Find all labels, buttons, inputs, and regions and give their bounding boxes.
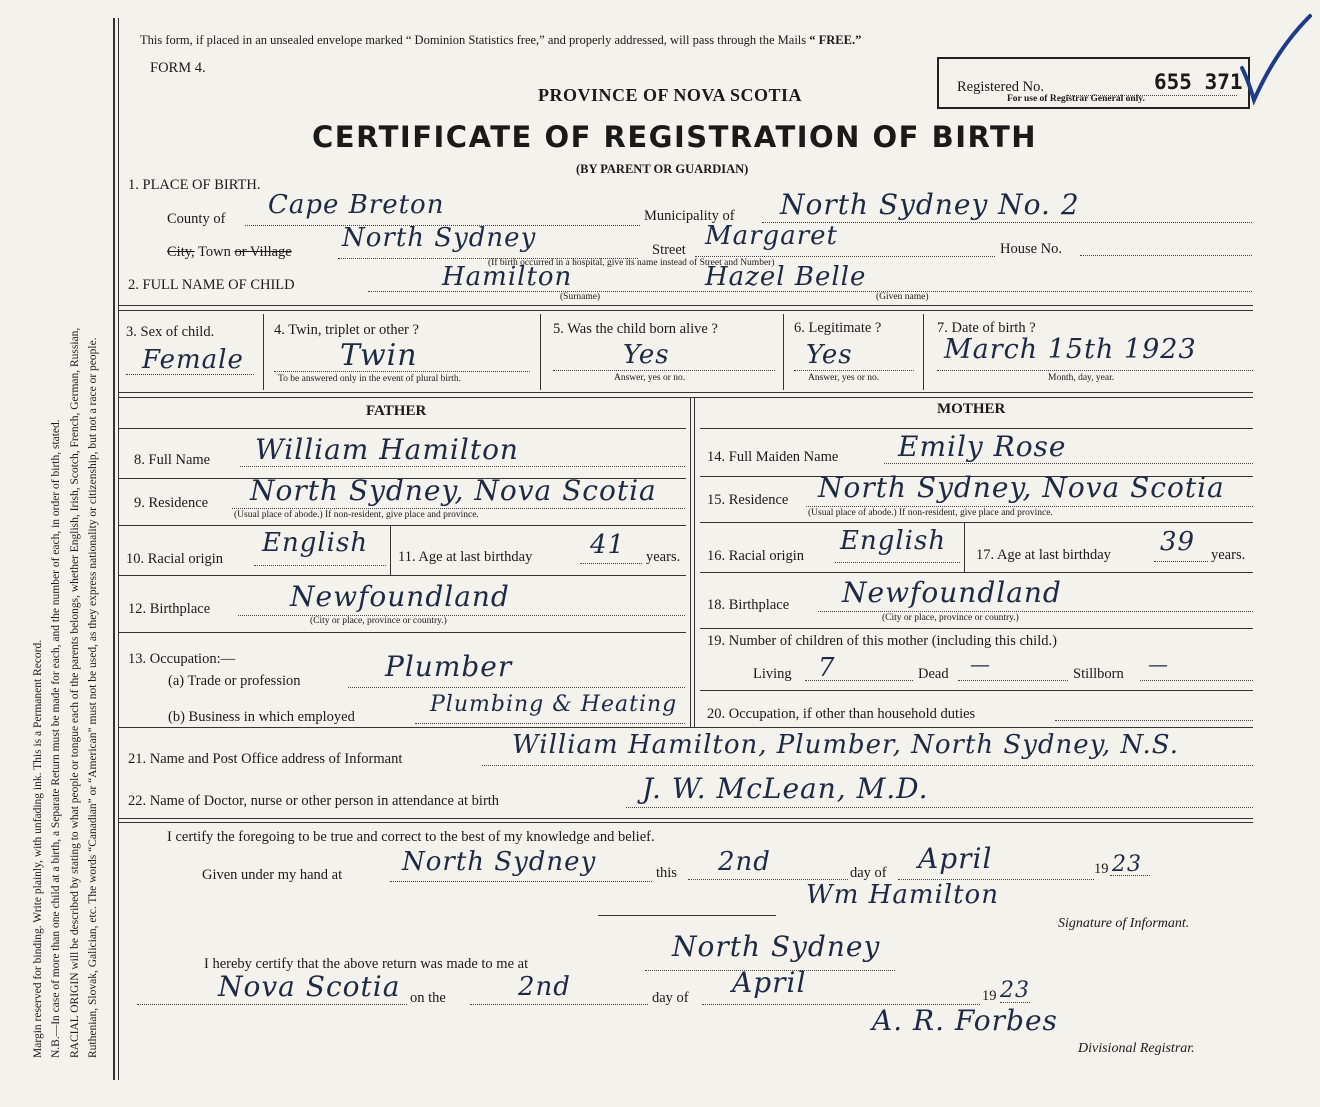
county-value: Cape Breton bbox=[268, 190, 445, 220]
registrar-year-value: 23 bbox=[1000, 978, 1030, 1003]
postal-free: “ FREE.” bbox=[809, 33, 862, 47]
given-day-value: 2nd bbox=[718, 847, 771, 877]
section-rule bbox=[118, 305, 1253, 306]
mother-age-label: 17. Age at last birthday bbox=[976, 547, 1111, 563]
living-value: 7 bbox=[818, 653, 836, 683]
child-surname-value: Hamilton bbox=[442, 262, 573, 292]
registrar-place-value: North Sydney bbox=[672, 930, 881, 963]
father-name-label: 8. Full Name bbox=[134, 452, 211, 468]
informant-value: William Hamilton, Plumber, North Sydney, N.S. bbox=[512, 730, 1179, 760]
registrar-province-value: Nova Scotia bbox=[218, 970, 401, 1003]
mother-residence-label: 15. Residence bbox=[707, 492, 789, 508]
registered-value: 655 371 bbox=[1154, 70, 1243, 94]
town-value: North Sydney bbox=[342, 223, 537, 253]
informant-signature-caption: Signature of Informant. bbox=[1058, 916, 1190, 931]
stillborn-label: Stillborn bbox=[1073, 666, 1124, 682]
mother-age-unit: years. bbox=[1211, 547, 1246, 563]
informant-label: 21. Name and Post Office address of Informant bbox=[128, 751, 403, 767]
margin-note-racial-origin-1: RACIAL ORIGIN will be described by stating to what people or tongue each of the parents belongs, whether English, Irish, Scotch, French, German, Russian, bbox=[69, 327, 81, 1058]
given-month-value: April bbox=[918, 842, 993, 875]
given-name-caption: (Given name) bbox=[876, 292, 929, 302]
mother-name-label: 14. Full Maiden Name bbox=[707, 449, 839, 465]
house-number-label: House No. bbox=[1000, 241, 1063, 257]
mother-residence-caption: (Usual place of abode.) If non-resident, give place and province. bbox=[808, 508, 1053, 518]
doctor-label: 22. Name of Doctor, nurse or other person in attendance at birth bbox=[128, 793, 500, 809]
county-label: County of bbox=[167, 211, 226, 227]
margin-note-multiple-births: N.B.—In case of more than one child at a birth, a Separate Return must be made for each, and the number of each, in order of birth, stated. bbox=[50, 419, 62, 1058]
legitimate-label: 6. Legitimate ? bbox=[794, 320, 882, 336]
date-of-birth-label: 7. Date of birth ? bbox=[937, 320, 1036, 336]
mother-birthplace-label: 18. Birthplace bbox=[707, 597, 790, 613]
mother-age-value: 39 bbox=[1160, 527, 1196, 557]
surname-caption: (Surname) bbox=[560, 292, 601, 302]
twin-value: Twin bbox=[340, 338, 418, 373]
margin-note-binding: Margin reserved for binding. Write plainly, with unfading ink. This is a Permanent Record. bbox=[32, 639, 44, 1058]
father-residence-caption: (Usual place of abode.) If non-resident, give place and province. bbox=[234, 510, 479, 520]
father-occupation-label: 13. Occupation:— bbox=[128, 651, 236, 667]
dead-label: Dead bbox=[918, 666, 949, 682]
father-residence-value: North Sydney, Nova Scotia bbox=[250, 474, 657, 507]
parents-column-divider bbox=[690, 397, 691, 727]
born-alive-caption: Answer, yes or no. bbox=[614, 373, 686, 383]
certificate-subtitle: (BY PARENT OR GUARDIAN) bbox=[576, 162, 749, 176]
mother-name-value: Emily Rose bbox=[898, 430, 1067, 463]
stillborn-value: — bbox=[1148, 652, 1169, 676]
registrar-day-of-label: day of bbox=[652, 990, 689, 1006]
twin-caption: To be answered only in the event of plural birth. bbox=[278, 374, 461, 384]
dead-value: — bbox=[970, 652, 991, 676]
hospital-note: (If birth occurred in a hospital, give its name instead of Street and Number) bbox=[488, 258, 775, 268]
binding-margin-line-inner bbox=[118, 18, 119, 1080]
mother-children-label: 19. Number of children of this mother (including this child.) bbox=[707, 633, 1057, 649]
sex-label: 3. Sex of child. bbox=[126, 324, 215, 340]
municipality-label: Municipality of bbox=[644, 208, 735, 224]
doctor-value: J. W. McLean, M.D. bbox=[642, 772, 929, 805]
father-business-label: (b) Business in which employed bbox=[168, 709, 355, 725]
living-label: Living bbox=[753, 666, 792, 682]
street-value: Margaret bbox=[705, 221, 838, 251]
registrar-month-value: April bbox=[732, 966, 807, 999]
twin-label: 4. Twin, triplet or other ? bbox=[274, 322, 419, 338]
father-trade-value: Plumber bbox=[385, 650, 513, 683]
informant-signature: Wm Hamilton bbox=[806, 880, 999, 910]
father-age-unit: years. bbox=[646, 549, 681, 565]
mother-racial-origin-label: 16. Racial origin bbox=[707, 548, 805, 564]
given-year-value: 23 bbox=[1112, 852, 1142, 877]
mother-birthplace-value: Newfoundland bbox=[842, 576, 1062, 609]
registrar-signature: A. R. Forbes bbox=[872, 1004, 1058, 1037]
form-number: FORM 4. bbox=[150, 60, 206, 76]
registered-note: For use of Registrar General only. bbox=[1007, 94, 1145, 104]
registrar-on-the-label: on the bbox=[410, 990, 446, 1006]
father-age-value: 41 bbox=[590, 530, 626, 560]
mother-racial-origin-value: English bbox=[840, 526, 947, 556]
margin-note-racial-origin-2: Ruthenian, Slovak, Galician, etc. The words “Canadian” or “American” must not be used, as they express nationality or citizenship, but not a race or people. bbox=[87, 337, 99, 1058]
child-given-name-value: Hazel Belle bbox=[705, 262, 867, 292]
legitimate-value: Yes bbox=[806, 340, 853, 370]
place-of-birth-heading: 1. PLACE OF BIRTH. bbox=[128, 177, 261, 193]
town-label: City, Town or Village bbox=[167, 244, 292, 260]
father-birthplace-caption: (City or place, province or country.) bbox=[310, 616, 447, 626]
sex-value: Female bbox=[142, 345, 244, 375]
father-trade-label: (a) Trade or profession bbox=[168, 673, 301, 689]
date-of-birth-caption: Month, day, year. bbox=[1048, 373, 1115, 383]
province-heading: PROVINCE OF NOVA SCOTIA bbox=[538, 85, 803, 105]
father-birthplace-label: 12. Birthplace bbox=[128, 601, 211, 617]
registered-label: Registered No. bbox=[957, 79, 1044, 95]
registrar-statement: I hereby certify that the above return was made to me at bbox=[204, 956, 529, 972]
child-name-label: 2. FULL NAME OF CHILD bbox=[128, 277, 295, 293]
mother-heading: MOTHER bbox=[937, 401, 1006, 417]
municipality-value: North Sydney No. 2 bbox=[780, 188, 1080, 221]
check-mark-icon bbox=[1236, 10, 1316, 110]
binding-margin-line bbox=[113, 18, 115, 1080]
certificate-title: CERTIFICATE OF REGISTRATION OF BIRTH bbox=[312, 120, 1038, 154]
father-business-value: Plumbing & Heating bbox=[430, 692, 678, 717]
born-alive-value: Yes bbox=[623, 340, 670, 370]
mother-occupation-label: 20. Occupation, if other than household duties bbox=[707, 706, 976, 722]
legitimate-caption: Answer, yes or no. bbox=[808, 373, 880, 383]
father-name-value: William Hamilton bbox=[255, 433, 519, 466]
born-alive-label: 5. Was the child born alive ? bbox=[553, 321, 718, 337]
registrar-year-prefix: 19 bbox=[982, 988, 997, 1004]
certification-statement: I certify the foregoing to be true and correct to the best of my knowledge and belief. bbox=[167, 829, 655, 845]
father-birthplace-value: Newfoundland bbox=[290, 580, 510, 613]
postal-note: This form, if placed in an unsealed envelope marked “ Dominion Statistics free,” and properly addressed, will pass through the Mails “ FREE.” bbox=[140, 33, 862, 47]
this-label: this bbox=[656, 865, 677, 881]
father-heading: FATHER bbox=[366, 403, 427, 419]
father-racial-origin-value: English bbox=[262, 528, 369, 558]
given-year-prefix: 19 bbox=[1094, 861, 1109, 877]
father-racial-origin-label: 10. Racial origin bbox=[126, 551, 224, 567]
street-label: Street bbox=[652, 242, 686, 258]
given-day-of-label: day of bbox=[850, 865, 887, 881]
registrar-caption: Divisional Registrar. bbox=[1078, 1041, 1195, 1056]
mother-residence-value: North Sydney, Nova Scotia bbox=[818, 471, 1225, 504]
given-place-value: North Sydney bbox=[402, 847, 597, 877]
father-residence-label: 9. Residence bbox=[134, 495, 209, 511]
registered-number-box bbox=[937, 57, 1250, 109]
mother-birthplace-caption: (City or place, province or country.) bbox=[882, 613, 1019, 623]
given-under-hand-label: Given under my hand at bbox=[202, 867, 343, 883]
date-of-birth-value: March 15th 1923 bbox=[944, 334, 1197, 365]
father-age-label: 11. Age at last birthday bbox=[398, 549, 533, 565]
registrar-day-value: 2nd bbox=[518, 972, 571, 1002]
